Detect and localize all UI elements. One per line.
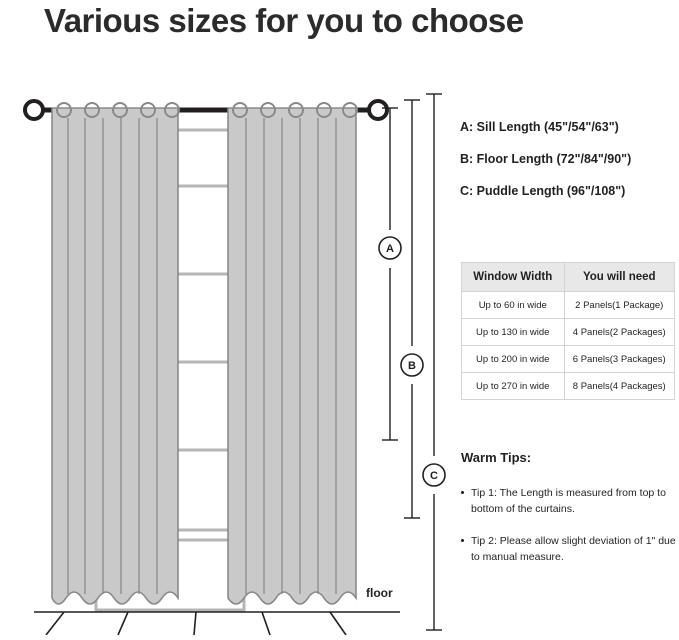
dimension-a: [382, 108, 398, 440]
floor-label: floor: [366, 586, 393, 600]
curtain-panel-left: [52, 103, 179, 604]
dimension-c: [426, 94, 442, 630]
warm-tip-item: Tip 1: The Length is measured from top to bottom of the curtains.: [461, 485, 677, 517]
table-cell-need: 8 Panels(4 Packages): [564, 373, 674, 400]
curtain-panel-right: [228, 103, 357, 604]
table-cell-need: 6 Panels(3 Packages): [564, 346, 674, 373]
floor-lines: [34, 612, 400, 635]
table-cell-width: Up to 60 in wide: [462, 292, 565, 319]
table-row: [462, 346, 675, 373]
table-cell-width: Up to 270 in wide: [462, 373, 565, 400]
table-header-you-will-need: You will need: [564, 263, 674, 292]
legend-item-b: B: Floor Length (72"/84"/90"): [460, 152, 632, 166]
table-header-window-width: Window Width: [462, 263, 565, 292]
window-width-table: [461, 262, 675, 400]
table-row: [462, 319, 675, 346]
marker-b-label: B: [408, 360, 416, 372]
table-cell-need: 2 Panels(1 Package): [564, 292, 674, 319]
table-cell-width: Up to 130 in wide: [462, 319, 565, 346]
table-row: [462, 373, 675, 400]
dimension-b: [404, 100, 420, 518]
warm-tip-item: Tip 2: Please allow slight deviation of 1" due to manual measure.: [461, 533, 677, 565]
table-cell-width: Up to 200 in wide: [462, 346, 565, 373]
table-header-row: [462, 263, 675, 292]
curtain-illustration: [0, 78, 460, 635]
table-cell-need: 4 Panels(2 Packages): [564, 319, 674, 346]
warm-tips-title: Warm Tips:: [461, 450, 532, 465]
legend-item-c: C: Puddle Length (96"/108"): [460, 184, 626, 198]
table-row: [462, 292, 675, 319]
legend-item-a: A: Sill Length (45"/54"/63"): [460, 120, 619, 134]
warm-tips-section: [461, 450, 677, 581]
marker-a-label: A: [386, 243, 394, 255]
length-legend: [460, 120, 675, 216]
marker-c-label: C: [430, 470, 438, 482]
page-title: Various sizes for you to choose: [44, 2, 524, 39]
